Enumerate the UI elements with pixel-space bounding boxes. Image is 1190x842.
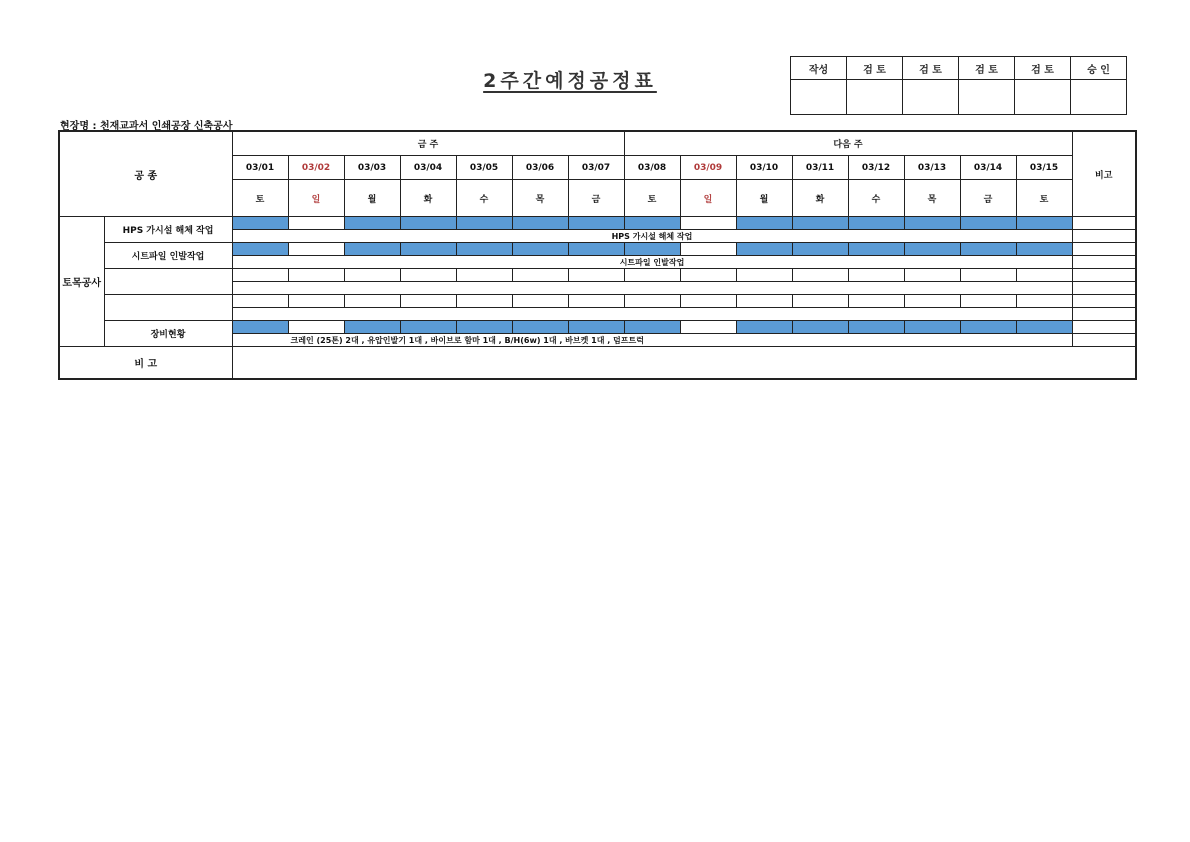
date-cell: 03/05 <box>456 156 512 180</box>
day-cell: 월 <box>736 180 792 217</box>
task-remark <box>1072 217 1136 230</box>
schedule-bar-empty <box>624 295 680 308</box>
schedule-bar-filled <box>1016 217 1072 230</box>
date-cell: 03/12 <box>848 156 904 180</box>
task-remark <box>1072 282 1136 295</box>
schedule-bar-empty <box>680 217 736 230</box>
day-cell: 월 <box>344 180 400 217</box>
date-cell: 03/14 <box>960 156 1016 180</box>
schedule-bar-empty <box>1016 295 1072 308</box>
schedule-bar-empty <box>848 269 904 282</box>
schedule-bar-filled <box>232 321 288 334</box>
day-cell: 토 <box>624 180 680 217</box>
date-cell: 03/02 <box>288 156 344 180</box>
date-cell: 03/06 <box>512 156 568 180</box>
approval-sign-cell <box>847 80 903 115</box>
approval-label: 작성 <box>791 57 847 80</box>
task-note <box>232 282 1072 295</box>
schedule-bar-filled <box>344 243 400 256</box>
schedule-bar-filled <box>232 217 288 230</box>
schedule-bar-empty <box>400 269 456 282</box>
schedule-bar-filled <box>904 243 960 256</box>
task-name: HPS 가시설 해체 작업 <box>104 217 232 243</box>
schedule-bar-empty <box>568 269 624 282</box>
date-cell: 03/01 <box>232 156 288 180</box>
schedule-bar-filled <box>624 243 680 256</box>
schedule-bar-filled <box>624 217 680 230</box>
schedule-bar-empty <box>344 269 400 282</box>
schedule-bar-empty <box>232 295 288 308</box>
day-cell: 토 <box>1016 180 1072 217</box>
day-cell: 수 <box>848 180 904 217</box>
schedule-bar-filled <box>400 243 456 256</box>
schedule-bar-filled <box>792 321 848 334</box>
task-note <box>232 308 1072 321</box>
date-cell: 03/13 <box>904 156 960 180</box>
schedule-bar-filled <box>848 243 904 256</box>
schedule-bar-empty <box>960 295 1016 308</box>
schedule-bar-empty <box>792 295 848 308</box>
schedule-bar-empty <box>512 269 568 282</box>
approval-sign-cell <box>1015 80 1071 115</box>
approval-label: 검 토 <box>959 57 1015 80</box>
approval-sign-cell <box>959 80 1015 115</box>
task-note: 시트파일 인발작업 <box>232 256 1072 269</box>
task-remark <box>1072 243 1136 256</box>
schedule-bar-filled <box>568 217 624 230</box>
footer-remark-label: 비 고 <box>59 347 232 380</box>
schedule-bar-filled <box>792 243 848 256</box>
schedule-bar-filled <box>736 217 792 230</box>
schedule-bar-empty <box>344 295 400 308</box>
day-cell: 금 <box>568 180 624 217</box>
schedule-table <box>58 130 1137 380</box>
schedule-bar-empty <box>512 295 568 308</box>
schedule-bar-empty <box>456 269 512 282</box>
schedule-bar-empty <box>848 295 904 308</box>
approval-label: 승 인 <box>1071 57 1127 80</box>
date-cell: 03/03 <box>344 156 400 180</box>
day-cell: 목 <box>904 180 960 217</box>
task-remark <box>1072 334 1136 347</box>
schedule-bar-filled <box>904 217 960 230</box>
schedule-bar-filled <box>456 243 512 256</box>
document-title: 2주간예정공정표 <box>483 70 657 92</box>
schedule-bar-filled <box>512 243 568 256</box>
schedule-bar-filled <box>736 321 792 334</box>
schedule-bar-filled <box>736 243 792 256</box>
remarks-header: 비고 <box>1072 131 1136 217</box>
schedule-bar-filled <box>568 321 624 334</box>
date-cell: 03/08 <box>624 156 680 180</box>
schedule-bar-filled <box>960 321 1016 334</box>
task-note: 크레인 (25톤) 2대 , 유압인발기 1대 , 바이브로 함마 1대 , B/H(6w) 1대 , 바브켓 1대 , 덤프트럭 <box>232 334 1072 347</box>
day-cell: 목 <box>512 180 568 217</box>
date-cell: 03/04 <box>400 156 456 180</box>
day-cell: 일 <box>680 180 736 217</box>
schedule-bar-filled <box>960 243 1016 256</box>
schedule-bar-empty <box>680 243 736 256</box>
schedule-bar-empty <box>904 295 960 308</box>
approval-label: 검 토 <box>1015 57 1071 80</box>
schedule-bar-filled <box>960 217 1016 230</box>
this-week-header: 금 주 <box>232 131 624 156</box>
schedule-bar-empty <box>680 295 736 308</box>
schedule-bar-filled <box>792 217 848 230</box>
schedule-bar-empty <box>568 295 624 308</box>
schedule-bar-empty <box>288 321 344 334</box>
schedule-bar-filled <box>1016 243 1072 256</box>
day-cell: 금 <box>960 180 1016 217</box>
schedule-bar-empty <box>1016 269 1072 282</box>
task-note: HPS 가시설 해체 작업 <box>232 230 1072 243</box>
task-remark <box>1072 321 1136 334</box>
schedule-bar-filled <box>400 217 456 230</box>
schedule-bar-empty <box>960 269 1016 282</box>
schedule-bar-filled <box>456 321 512 334</box>
schedule-bar-empty <box>792 269 848 282</box>
approval-sign-cell <box>791 80 847 115</box>
task-name <box>104 269 232 295</box>
schedule-bar-filled <box>344 217 400 230</box>
schedule-bar-filled <box>904 321 960 334</box>
schedule-bar-empty <box>680 321 736 334</box>
schedule-bar-empty <box>288 295 344 308</box>
approval-box <box>790 56 1127 115</box>
approval-sign-cell <box>903 80 959 115</box>
task-remark <box>1072 295 1136 308</box>
schedule-bar-filled <box>344 321 400 334</box>
schedule-bar-filled <box>512 321 568 334</box>
day-cell: 화 <box>400 180 456 217</box>
day-cell: 토 <box>232 180 288 217</box>
group-label: 토목공사 <box>59 217 104 347</box>
day-cell: 일 <box>288 180 344 217</box>
schedule-bar-filled <box>568 243 624 256</box>
schedule-bar-empty <box>288 243 344 256</box>
date-cell: 03/10 <box>736 156 792 180</box>
site-name: 현장명 : 천재교과서 인쇄공장 신축공사 <box>60 121 233 132</box>
schedule-bar-empty <box>736 295 792 308</box>
schedule-bar-empty <box>400 295 456 308</box>
task-name <box>104 295 232 321</box>
schedule-bar-filled <box>512 217 568 230</box>
date-cell: 03/11 <box>792 156 848 180</box>
schedule-bar-empty <box>456 295 512 308</box>
category-header: 공 종 <box>59 131 232 217</box>
task-name: 시트파일 인발작업 <box>104 243 232 269</box>
schedule-bar-empty <box>624 269 680 282</box>
approval-label: 검 토 <box>847 57 903 80</box>
schedule-bar-filled <box>848 217 904 230</box>
task-remark <box>1072 308 1136 321</box>
task-remark <box>1072 230 1136 243</box>
schedule-bar-empty <box>232 269 288 282</box>
task-remark <box>1072 256 1136 269</box>
schedule-bar-filled <box>400 321 456 334</box>
schedule-bar-filled <box>848 321 904 334</box>
day-cell: 수 <box>456 180 512 217</box>
day-cell: 화 <box>792 180 848 217</box>
schedule-bar-filled <box>232 243 288 256</box>
schedule-bar-empty <box>736 269 792 282</box>
date-cell: 03/09 <box>680 156 736 180</box>
schedule-bar-filled <box>456 217 512 230</box>
footer-remark-value <box>232 347 1136 380</box>
date-cell: 03/15 <box>1016 156 1072 180</box>
schedule-bar-empty <box>288 269 344 282</box>
next-week-header: 다음 주 <box>624 131 1072 156</box>
schedule-bar-filled <box>1016 321 1072 334</box>
date-cell: 03/07 <box>568 156 624 180</box>
schedule-bar-filled <box>624 321 680 334</box>
schedule-bar-empty <box>904 269 960 282</box>
approval-label: 검 토 <box>903 57 959 80</box>
schedule-bar-empty <box>680 269 736 282</box>
approval-sign-cell <box>1071 80 1127 115</box>
task-remark <box>1072 269 1136 282</box>
task-name: 장비현황 <box>104 321 232 347</box>
schedule-bar-empty <box>288 217 344 230</box>
